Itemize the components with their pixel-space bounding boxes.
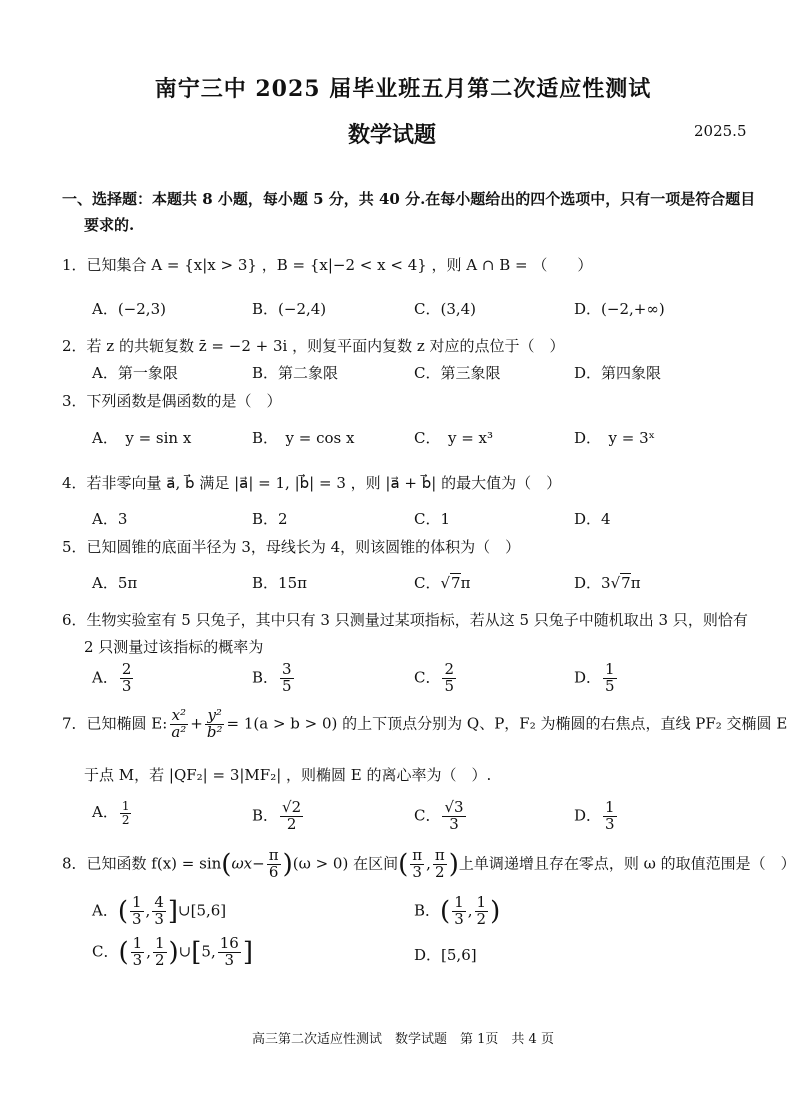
question-2-option-d: D．第四象限 (574, 364, 662, 382)
question-1-option-c: C．(3,4) (414, 300, 477, 318)
question-4-option-d: D．4 (574, 510, 611, 528)
question-7-option-a: A． $\frac{1}{2}$ (92, 799, 130, 827)
question-1-option-a: A．(−2,3) (92, 300, 166, 318)
question-7-option-c: C． $\frac{√3}{3}$ (414, 798, 464, 833)
question-7-option-d: D． $\frac{1}{3}$ (574, 798, 615, 833)
question-2-stem: 2．若 z 的共轭复数 z̄ = −2 + 3i ，则复平面内复数 z 对应的点位于（ ） (62, 337, 565, 355)
question-7-option-b: B． $\frac{√2}{2}$ (252, 798, 302, 833)
section-heading-line1: 一、选择题：本题共 8 小题，每小题 5 分，共 40 分.在每小题给出的四个选项中，只有一项是符合题目 (62, 190, 756, 208)
question-3-stem: 3．下列函数是偶函数的是（ ） (62, 392, 282, 410)
question-6-option-b: B． $\frac{3}{5}$ (252, 660, 292, 695)
question-1-stem: 1．已知集合 A = {x|x > 3} ，B = {x|−2 < x < 4} ，则 A ∩ B = （ ） (62, 256, 593, 274)
question-4-stem: 4．若非零向量 a⃗, b⃗ 满足 |a⃗| = 1, |b⃗| = 3 ，则 |a⃗ + b⃗| 的最大值为（ ） (62, 474, 562, 492)
question-6-stem-line1: 6．生物实验室有 5 只兔子，其中只有 3 只测量过某项指标，若从这 5 只兔子中随机取出 3 只，则恰有 (62, 611, 748, 629)
question-4-option-c: C．1 (414, 510, 451, 528)
question-5-option-a: A．5π (92, 574, 138, 592)
question-2-option-b: B．第二象限 (252, 364, 339, 382)
exam-title: 南宁三中 2025 届毕业班五月第二次适应性测试 (154, 76, 652, 102)
question-1-option-d: D．(−2,+∞) (574, 300, 665, 318)
question-3-option-b: B． y = cos x (252, 429, 355, 447)
question-4-option-b: B．2 (252, 510, 288, 528)
question-4-option-a: A．3 (92, 510, 128, 528)
question-6-option-c: C． $\frac{2}{5}$ (414, 660, 455, 695)
question-7-stem-line2: 于点 M，若 |QF₂| = 3|MF₂| ，则椭圆 E 的离心率为（ ）. (84, 766, 492, 784)
question-3-option-a: A． y = sin x (92, 429, 192, 447)
question-6-stem-line2: 2 只测量过该指标的概率为 (84, 638, 264, 656)
question-8-option-a: A．( $\frac{1}{3}$ , $\frac{4}{3}$ ]∪[5,6] (92, 893, 227, 928)
question-2-option-c: C．第三象限 (414, 364, 501, 382)
question-3-option-d: D． y = 3ˣ (574, 429, 656, 447)
question-8-option-b: B．( $\frac{1}{3}$ , $\frac{1}{2}$ ) (414, 893, 501, 928)
question-5-option-d: D．3√7π (574, 574, 641, 592)
question-5-option-c: C．√7π (414, 574, 471, 592)
question-2-option-a: A．第一象限 (92, 364, 178, 382)
question-7-stem-line1: 7．已知椭圆 E: $\frac{\text{x²}}{\text{a²}}$ + $\frac{\text{y²}}{\text{b²}}$ = 1(a > b > 0) 的上下顶点分别为 Q、P，F₂ 为椭圆的右焦点，直线 PF₂ 交椭圆 E (62, 706, 788, 741)
question-8-stem: 8．已知函数 f(x) = sin(ωx− $\frac{\pi}{6}$ )(ω > 0) 在区间( $\frac{\pi}{3}$ , $\frac{\pi}{2}$ )上单调递增且存在零点，则 ω 的取值范围是（ ） (62, 846, 796, 881)
question-6-option-a: A． $\frac{2}{3}$ (92, 660, 132, 695)
question-5-option-b: B．15π (252, 574, 307, 592)
question-5-stem: 5．已知圆锥的底面半径为 3，母线长为 4，则该圆锥的体积为（ ） (62, 538, 521, 556)
question-8-option-c: C．( $\frac{1}{3}$ , $\frac{1}{2}$ )∪[5, $\frac{16}{3}$ ] (92, 934, 253, 969)
question-1-option-b: B．(−2,4) (252, 300, 327, 318)
question-8-option-d: D．[5,6] (414, 946, 477, 964)
exam-date: 2025.5 (694, 122, 747, 140)
section-heading-line2: 要求的. (84, 216, 135, 234)
question-3-option-c: C． y = x³ (414, 429, 494, 447)
page-footer: 高三第二次适应性测试 数学试题 第 1页 共 4 页 (252, 1032, 554, 1047)
question-6-option-d: D． $\frac{1}{5}$ (574, 660, 615, 695)
subject-title: 数学试题 (348, 122, 437, 148)
